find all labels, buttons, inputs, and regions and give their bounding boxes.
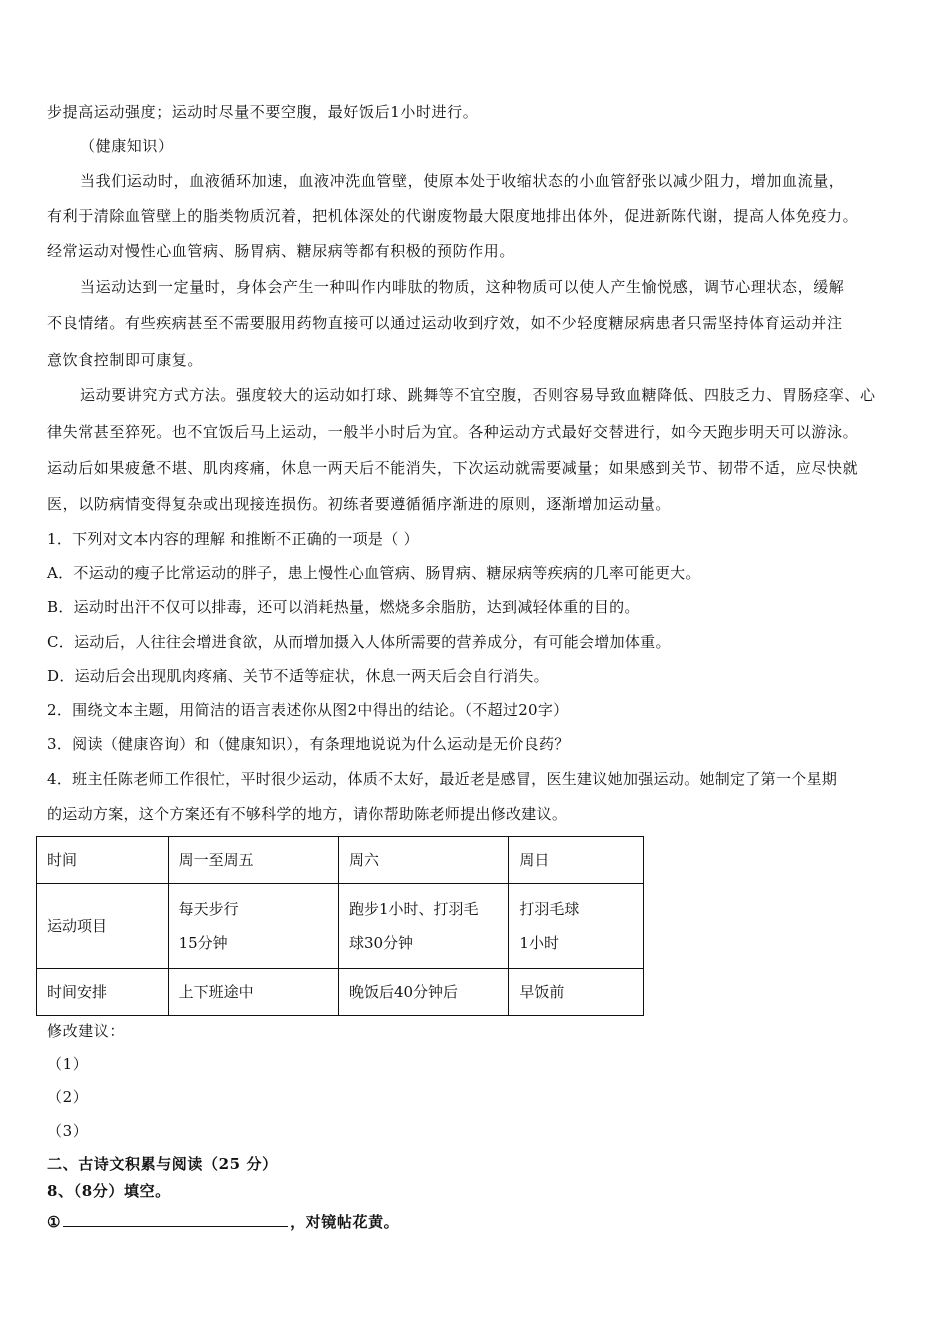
paragraph-line: 当我们运动时，血液循环加速，血液冲洗血管壁，使原本处于收缩状态的小血管舒张以减少阻力，增加血流量， — [80, 172, 845, 190]
table-cell: 周日 — [509, 837, 644, 884]
table-cell: 早饭前 — [509, 969, 644, 1016]
table-cell: 晚饭后40分钟后 — [338, 969, 508, 1016]
paragraph-line: 有利于清除血管壁上的脂类物质沉着，把机体深处的代谢废物最大限度地排出体外，促进新陈代谢，提高人体免疫力。 — [47, 207, 859, 225]
cell-line: 1小时 — [519, 934, 559, 952]
question-4-line: 4．班主任陈老师工作很忙，平时很少运动，体质不太好，最近老是感冒，医生建议她加强运动。她制定了第一个星期 — [47, 770, 838, 788]
section-heading-health-knowledge: （健康知识） — [80, 137, 174, 155]
paragraph-line: 运动要讲究方式方法。强度较大的运动如打球、跳舞等不宜空腹，否则容易导致血糖降低、四肢乏力、胃肠痉挛、心 — [80, 386, 876, 404]
exercise-plan-table — [36, 836, 644, 1016]
suggestions-label: 修改建议： — [47, 1022, 126, 1040]
table-cell: 周一至周五 — [168, 837, 338, 884]
paragraph-line: 不良情绪。有些疾病甚至不需要服用药物直接可以通过运动收到疗效，如不少轻度糖尿病患者只需坚持体育运动并注 — [47, 314, 843, 332]
table-header-row — [37, 837, 644, 884]
cell-line: 球30分钟 — [348, 934, 414, 952]
paragraph-line: 步提高运动强度；运动时尽量不要空腹，最好饭后1小时进行。 — [47, 103, 479, 121]
paragraph-line: 运动后如果疲惫不堪、肌肉疼痛，休息一两天后不能消失，下次运动就需要减量；如果感到关节、韧带不适，应尽快就 — [47, 459, 859, 477]
section-2-title: 二、古诗文积累与阅读（25 分） — [47, 1155, 278, 1173]
fill-number: ① — [47, 1213, 62, 1231]
option-d: D．运动后会出现肌肉疼痛、关节不适等症状，休息一两天后会自行消失。 — [47, 667, 549, 685]
table-cell: 周六 — [338, 837, 508, 884]
paragraph-line: 意饮食控制即可康复。 — [47, 351, 204, 369]
table-cell: 时间安排 — [37, 969, 169, 1016]
table-cell — [168, 884, 338, 969]
table-cell: 上下班途中 — [168, 969, 338, 1016]
table-row — [37, 884, 644, 969]
paragraph-line: 医，以防病情变得复杂或出现接连损伤。初练者要遵循循序渐进的原则，逐渐增加运动量。 — [47, 495, 672, 513]
cell-line: 15分钟 — [178, 934, 228, 952]
question-1: 1．下列对文本内容的理解 和推断不正确的一项是（ ） — [47, 530, 419, 548]
question-4-line: 的运动方案，这个方案还有不够科学的地方，请你帮助陈老师提出修改建议。 — [47, 805, 568, 823]
table-cell: 时间 — [37, 837, 169, 884]
option-b: B．运动时出汗不仅可以排毒，还可以消耗热量，燃烧多余脂肪，达到减轻体重的目的。 — [47, 598, 640, 616]
table-cell: 运动项目 — [37, 884, 169, 969]
table-cell — [509, 884, 644, 969]
answer-blank[interactable] — [63, 1212, 288, 1227]
cell-line: 跑步1小时、打羽毛 — [348, 900, 479, 918]
suggestion-item: （1） — [47, 1055, 89, 1073]
table-cell — [338, 884, 508, 969]
suggestion-item: （3） — [47, 1122, 89, 1140]
cell-line: 打羽毛球 — [519, 900, 580, 918]
suggestion-item: （2） — [47, 1088, 89, 1106]
cell-line: 每天步行 — [178, 900, 239, 918]
paragraph-line: 当运动达到一定量时，身体会产生一种叫作内啡肽的物质，这种物质可以使人产生愉悦感，调节心理状态，缓解 — [80, 278, 845, 296]
question-3: 3．阅读（健康咨询）和（健康知识），有条理地说说为什么运动是无价良药？ — [47, 735, 570, 753]
question-2: 2．围绕文本主题，用简洁的语言表述你从图2中得出的结论。（不超过20字） — [47, 701, 569, 719]
option-c: C．运动后，人往往会增进食欲，从而增加摄入人体所需要的营养成分，有可能会增加体重。 — [47, 633, 671, 651]
paragraph-line: 律失常甚至猝死。也不宜饭后马上运动，一般半小时后为宜。各种运动方式最好交替进行，如今天跑步明天可以游泳。 — [47, 423, 859, 441]
paragraph-line: 经常运动对慢性心血管病、肠胃病、糖尿病等都有积极的预防作用。 — [47, 242, 516, 260]
question-8: 8、（8分）填空。 — [47, 1182, 171, 1200]
table-row — [37, 969, 644, 1016]
option-a: A．不运动的瘦子比常运动的胖子，患上慢性心血管病、肠胃病、糖尿病等疾病的几率可能更大。 — [47, 564, 701, 582]
fill-suffix: ，对镜帖花黄。 — [290, 1213, 400, 1231]
fill-in-line — [47, 1212, 909, 1232]
